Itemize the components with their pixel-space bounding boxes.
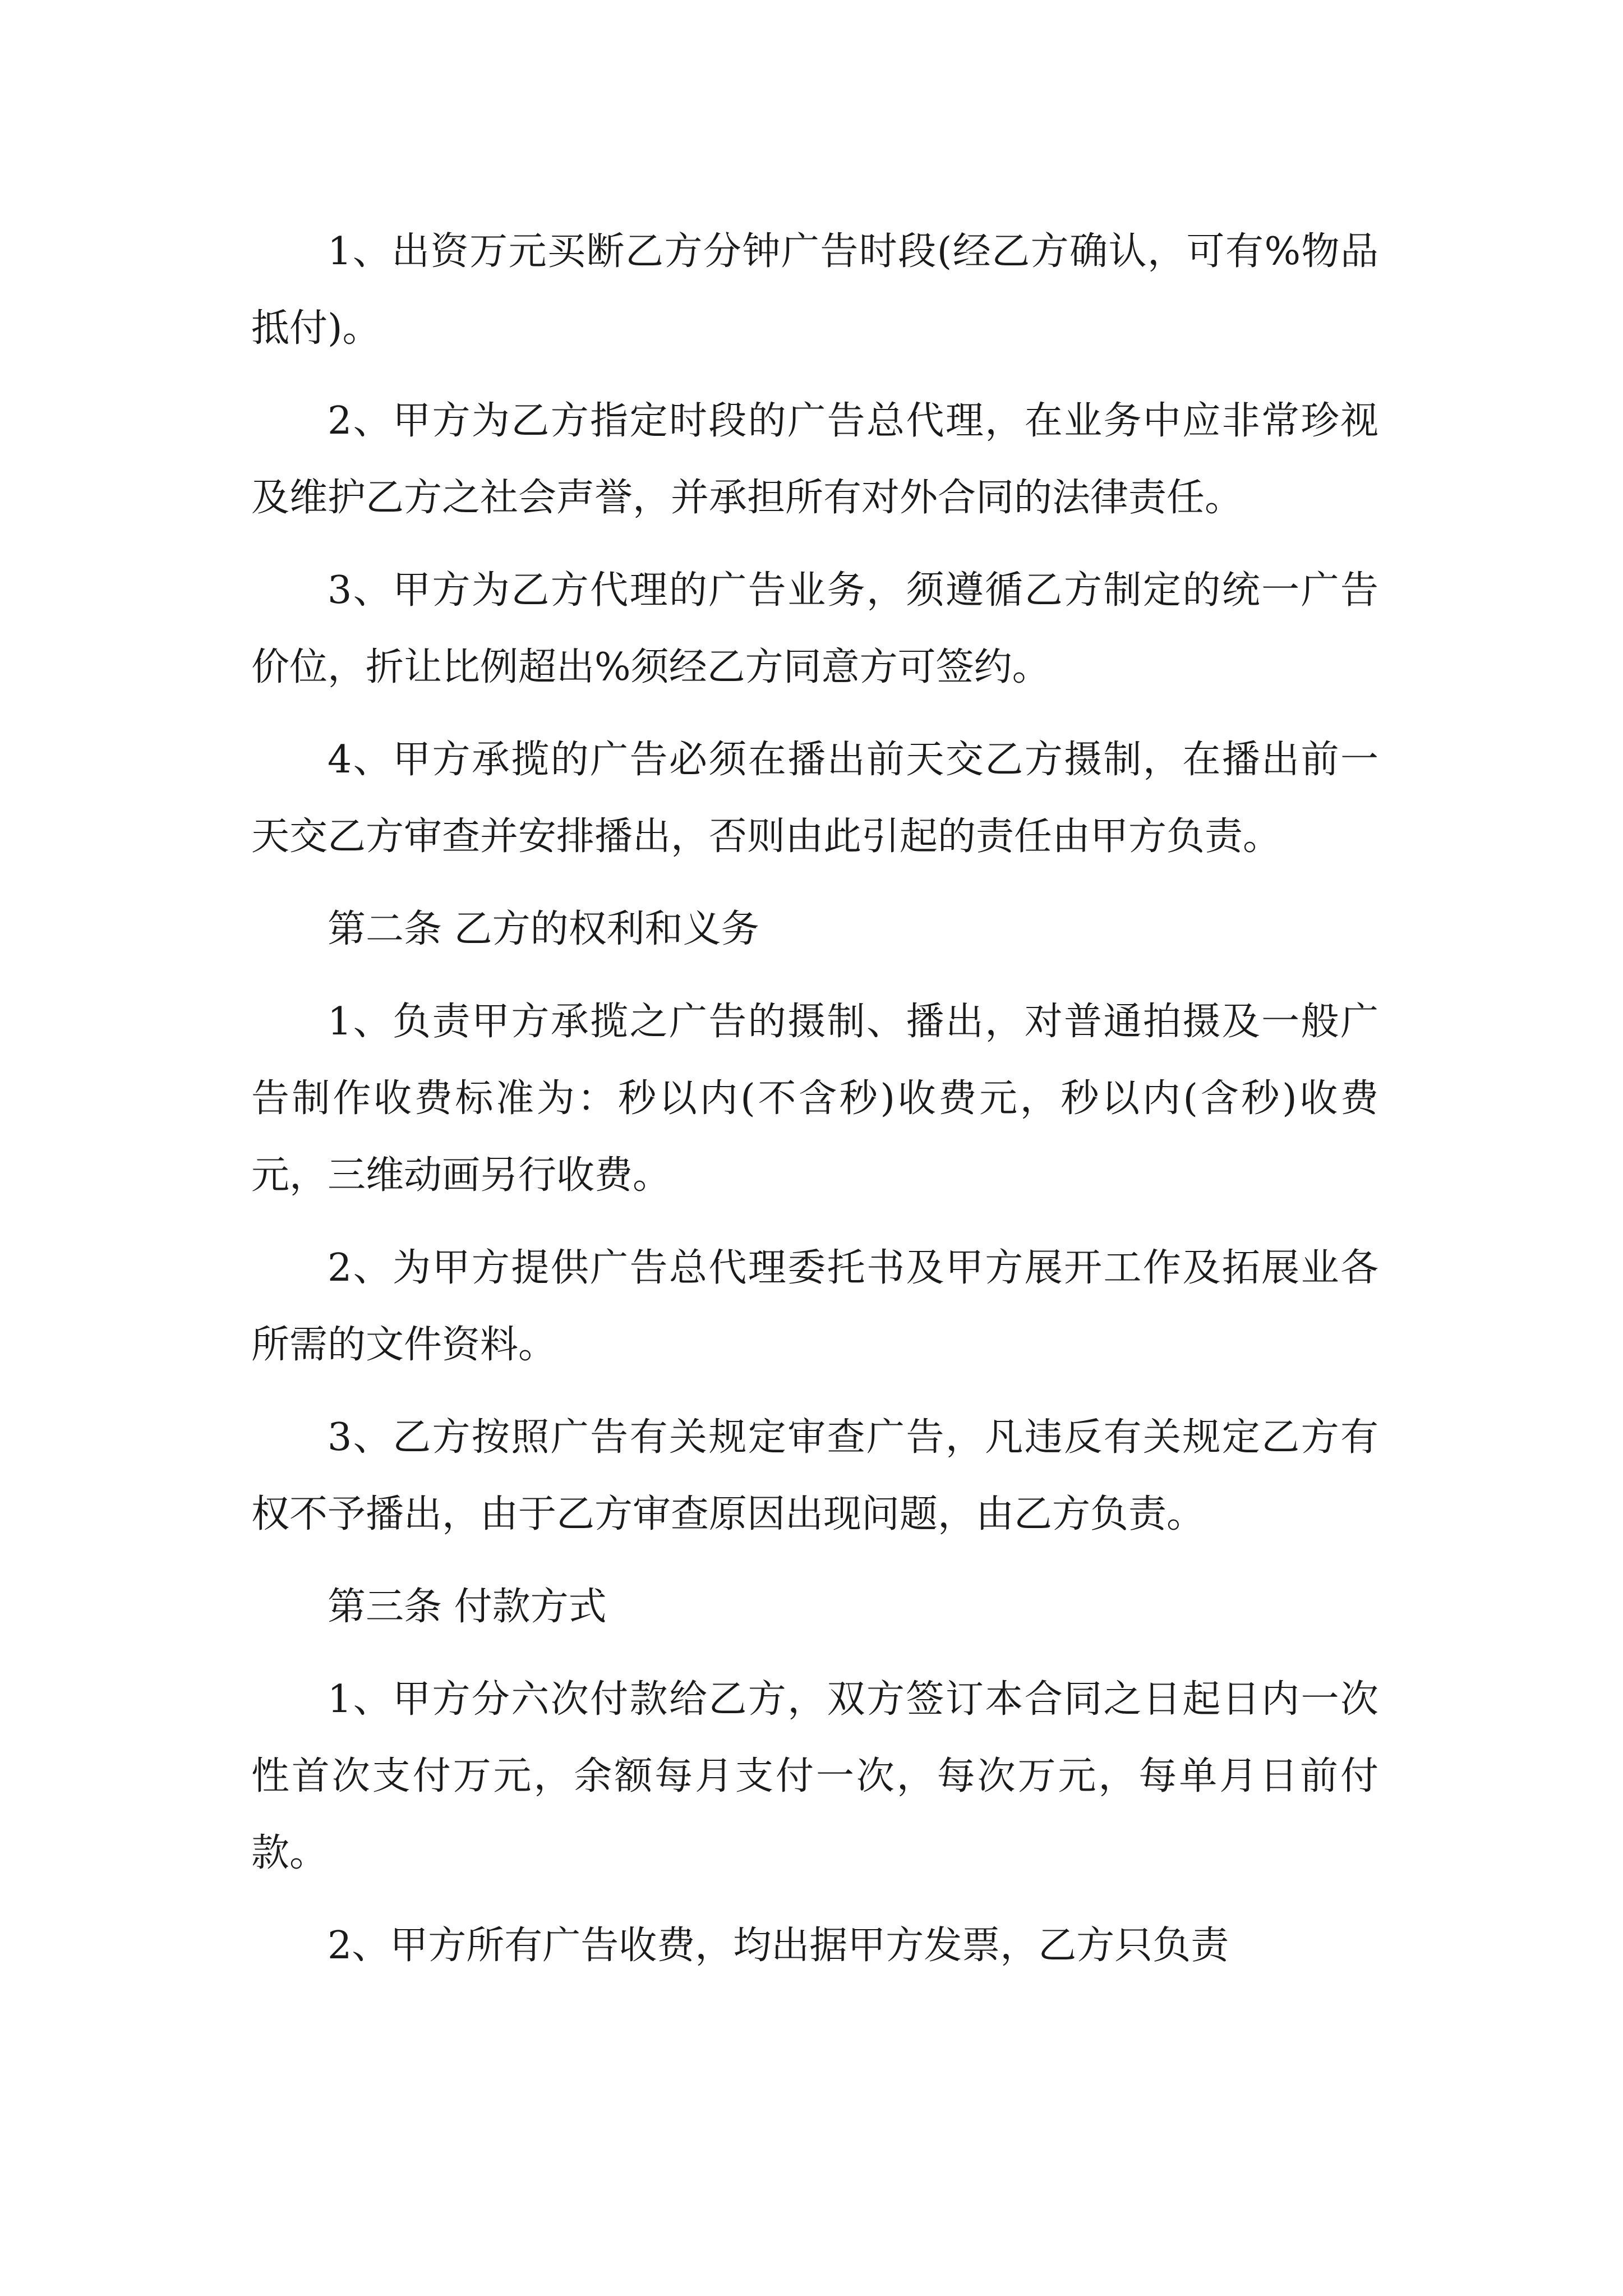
article-2-heading: 第二条 乙方的权利和义务 — [328, 907, 759, 951]
article-2-clause-3-paragraph: 3、乙方按照广告有关规定审查广告，凡违反有关规定乙方有权不予播出，由于乙方审查原因出现问题，由乙方负责。 — [251, 1415, 1378, 1536]
article-3-heading: 第三条 付款方式 — [328, 1585, 607, 1629]
clause-2-paragraph: 2、甲方为乙方指定时段的广告总代理，在业务中应非常珍视及维护乙方之社会声誉，并承担所有对外合同的法律责任。 — [251, 399, 1378, 520]
article-3-clause-2-paragraph: 2、甲方所有广告收费，均出据甲方发票，乙方只负责 — [328, 1924, 1229, 1968]
clause-4-paragraph: 4、甲方承揽的广告必须在播出前天交乙方摄制，在播出前一天交乙方审查并安排播出，否则由此引起的责任由甲方负责。 — [251, 738, 1378, 859]
document-page — [251, 213, 1378, 2000]
clause-3-paragraph: 3、甲方为乙方代理的广告业务，须遵循乙方制定的统一广告价位，折让比例超出%须经乙方同意方可签约。 — [251, 568, 1378, 689]
article-2-clause-1-paragraph: 1、负责甲方承揽之广告的摄制、播出，对普通拍摄及一般广告制作收费标准为：秒以内(不含秒)收费元，秒以内(含秒)收费元，三维动画另行收费。 — [251, 1000, 1378, 1198]
clause-1-paragraph: 1、出资万元买断乙方分钟广告时段(经乙方确认，可有%物品抵付)。 — [251, 229, 1378, 351]
article-3-clause-1-paragraph: 1、甲方分六次付款给乙方，双方签订本合同之日起日内一次性首次支付万元，余额每月支付一次，每次万元，每单月日前付款。 — [251, 1677, 1378, 1875]
article-2-clause-2-paragraph: 2、为甲方提供广告总代理委托书及甲方展开工作及拓展业各所需的文件资料。 — [251, 1246, 1378, 1367]
